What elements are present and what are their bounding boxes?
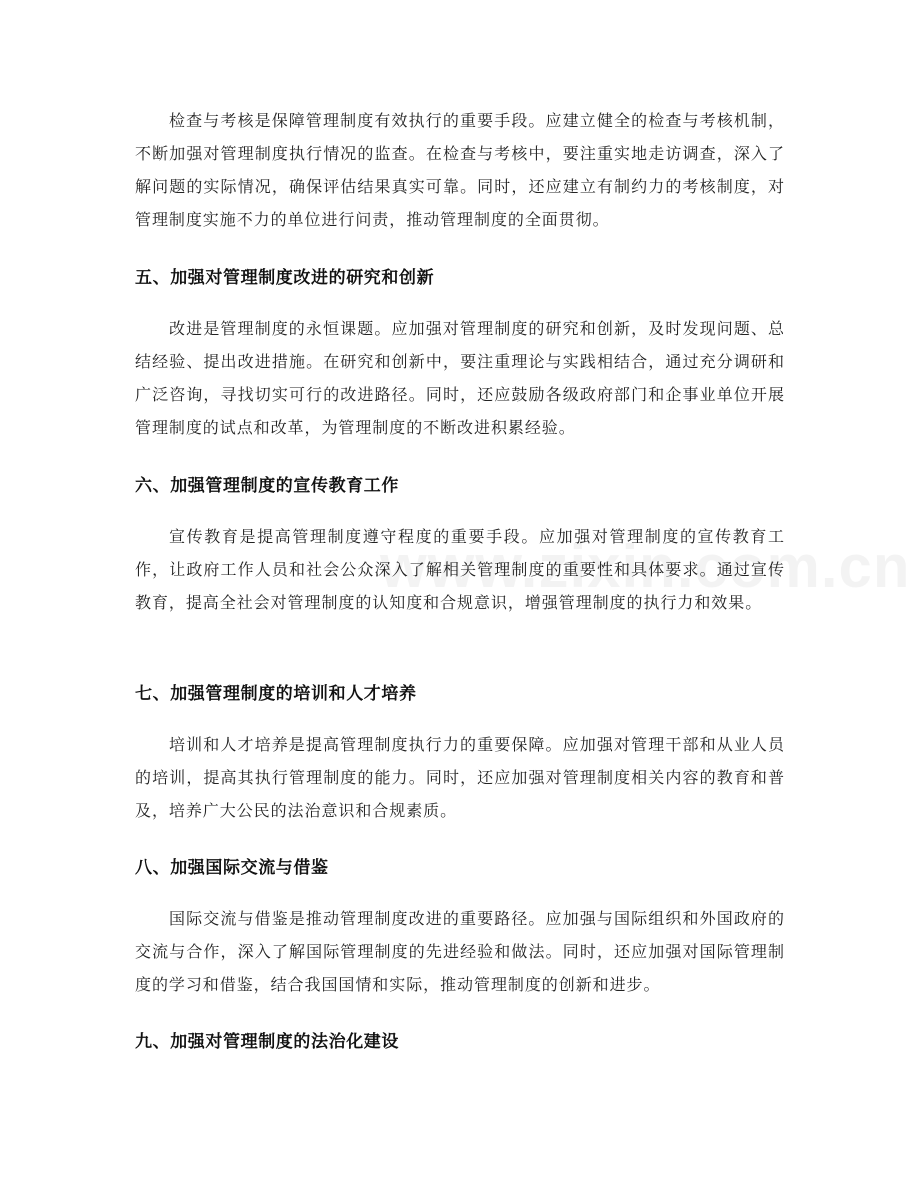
heading-section-6: 六、加强管理制度的宣传教育工作 [135,476,399,496]
heading-section-9: 九、加强对管理制度的法治化建设 [135,1032,399,1052]
paragraph-inspection-assessment: 检查与考核是保障管理制度有效执行的重要手段。应建立健全的检查与考核机制，不断加强对管理制度执行情况的监查。在检查与考核中，要注重实地走访调查，深入了解问题的实际情况，确保评估结果真实可靠。同时，还应建立有制约力的考核制度，对管理制度实施不力的单位进行问责，推动管理制度的全面贯彻。 [135,111,785,229]
paragraph-section-6: 宣传教育是提高管理制度遵守程度的重要手段。应加强对管理制度的宣传教育工作，让政府工作人员和社会公众深入了解相关管理制度的重要性和具体要求。通过宣传教育，提高全社会对管理制度的认知度和合规意识，增强管理制度的执行力和效果。 [135,527,785,612]
paragraph-section-5: 改进是管理制度的永恒课题。应加强对管理制度的研究和创新，及时发现问题、总结经验、提出改进措施。在研究和创新中，要注重理论与实践相结合，通过充分调研和广泛咨询，寻找切实可行的改进路径。同时，还应鼓励各级政府部门和企事业单位开展管理制度的试点和改革，为管理制度的不断改进积累经验。 [135,319,785,437]
heading-section-7: 七、加强管理制度的培训和人才培养 [135,684,417,704]
paragraph-section-7: 培训和人才培养是提高管理制度执行力的重要保障。应加强对管理干部和从业人员的培训，提高其执行管理制度的能力。同时，还应加强对管理制度相关内容的教育和普及，培养广大公民的法治意识和合规素质。 [135,735,785,820]
paragraph-section-8: 国际交流与借鉴是推动管理制度改进的重要路径。应加强与国际组织和外国政府的交流与合作，深入了解国际管理制度的先进经验和做法。同时，还应加强对国际管理制度的学习和借鉴，结合我国国情和实际，推动管理制度的创新和进步。 [135,909,785,994]
heading-section-5: 五、加强对管理制度改进的研究和创新 [135,268,435,288]
heading-section-8: 八、加强国际交流与借鉴 [135,858,329,878]
